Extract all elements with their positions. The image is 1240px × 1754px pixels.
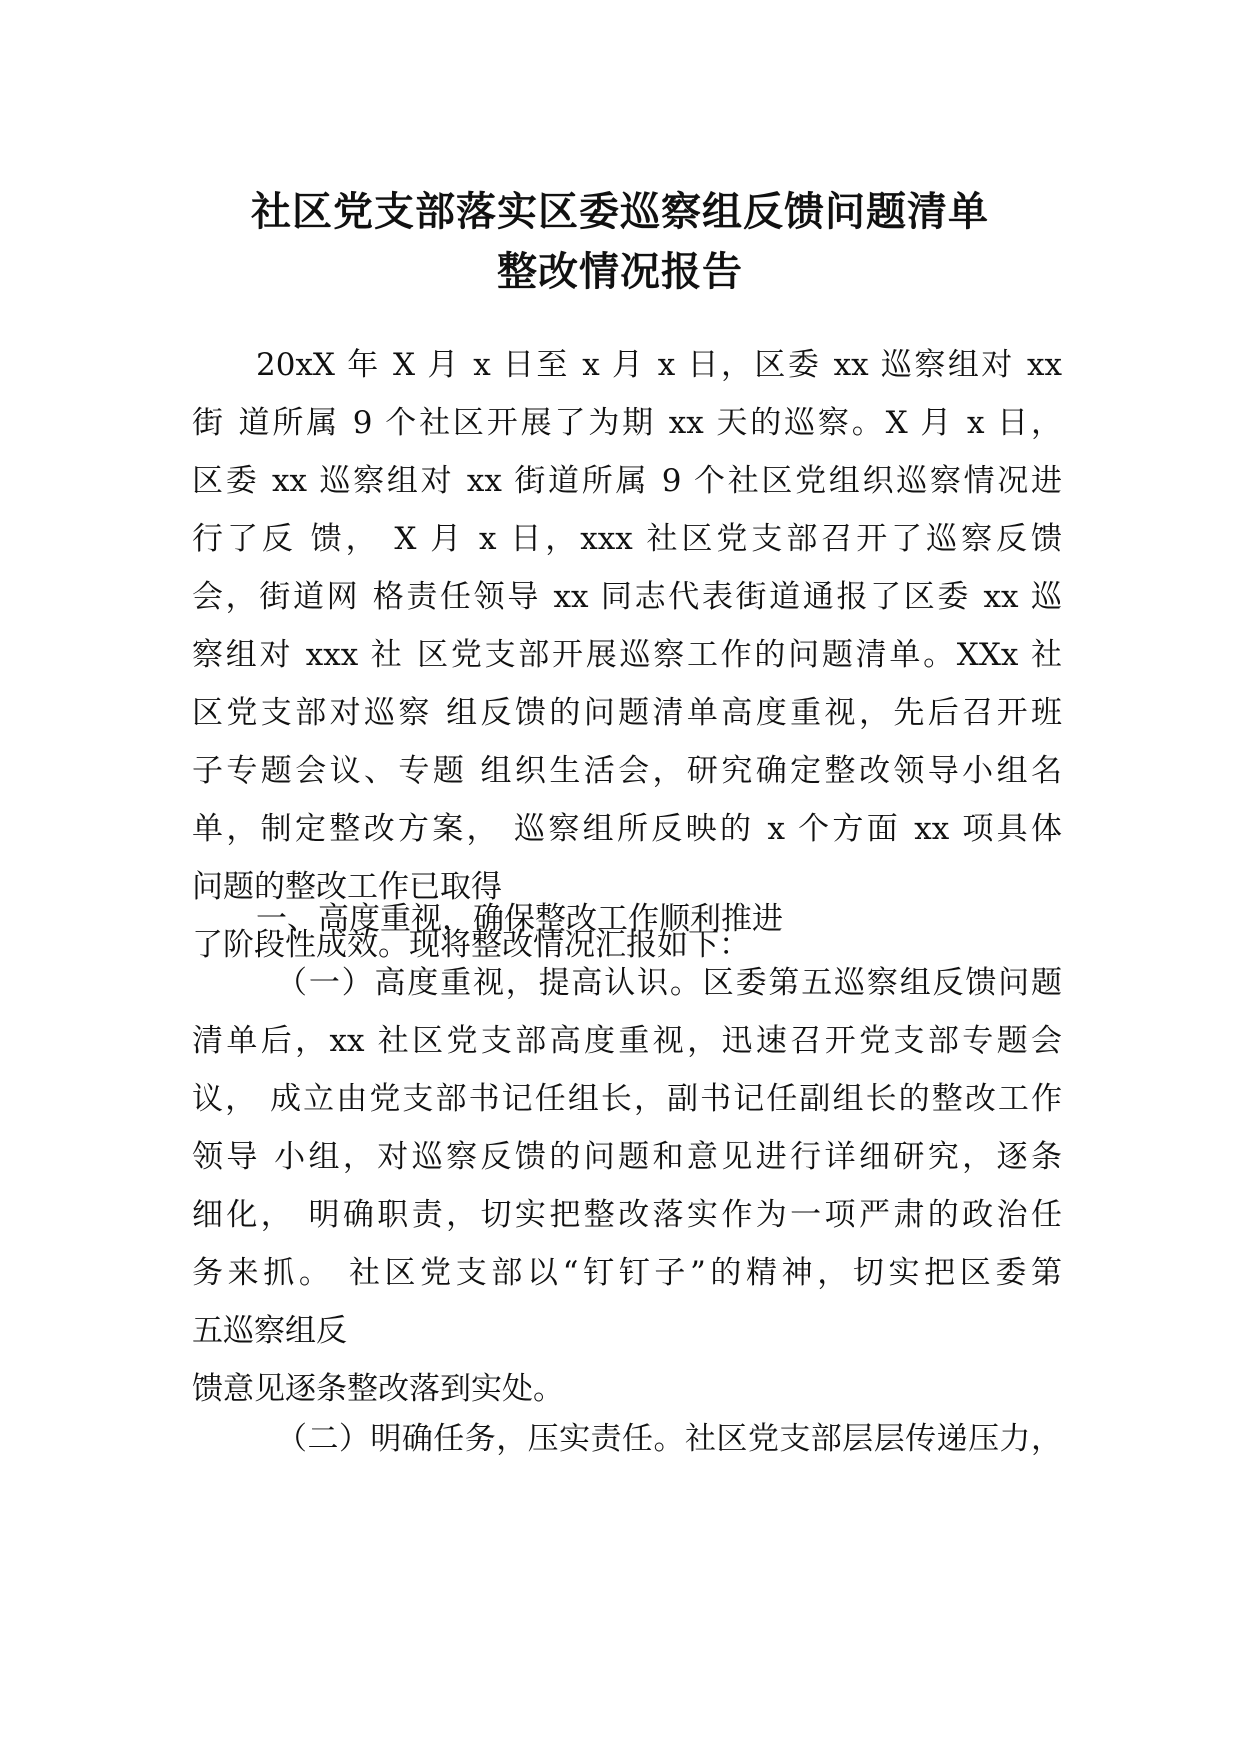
document-title-line-1: 社区党支部落实区委巡察组反馈问题清单 xyxy=(251,189,989,235)
paragraph-line: 子专题会议、专题 组织生活会，研究确定整改领导小组名 xyxy=(192,753,1062,789)
paragraph-intro xyxy=(192,336,1062,974)
paragraph-section-1-2 xyxy=(192,1410,1062,1468)
paragraph-line: （二）明确任务，压实责任。社区党支部层层传递压力， xyxy=(276,1421,1062,1457)
paragraph-line: 街 道所属 9 个社区开展了为期 xx 天的巡察。X 月 x 日， xyxy=(192,405,1062,441)
section-heading-text: 一、高度重视，确保整改工作顺利推进 xyxy=(256,901,783,937)
document-title-line-2: 整改情况报告 xyxy=(497,249,743,295)
paragraph-line: 细化， 明确职责，切实把整改落实作为一项严肃的政治任 xyxy=(192,1197,1062,1233)
paragraph-line: 单，制定整改方案， 巡察组所反映的 x 个方面 xx 项具体 xyxy=(192,811,1062,847)
paragraph-line: 会，街道网 格责任领导 xx 同志代表街道通报了区委 xx 巡 xyxy=(192,579,1062,615)
paragraph-line: 区党支部对巡察 组反馈的问题清单高度重视，先后召开班 xyxy=(192,695,1062,731)
paragraph-line: 务来抓。 社区党支部以“钉钉子”的精神，切实把区委第 xyxy=(192,1255,1062,1291)
paragraph-line: 区委 xx 巡察组对 xx 街道所属 9 个社区党组织巡察情况进 xyxy=(192,463,1062,499)
paragraph-line: 行了反 馈， X 月 x 日，xxx 社区党支部召开了巡察反馈 xyxy=(192,521,1062,557)
paragraph-line: 了阶段性成效。现将整改情况汇报如下： xyxy=(192,927,750,963)
paragraph-line: 问题的整改工作已取得 xyxy=(192,869,502,905)
paragraph-line: 20xX 年 X 月 x 日至 x 月 x 日，区委 xx 巡察组对 xx xyxy=(256,347,1062,383)
paragraph-section-1-1 xyxy=(192,954,1062,1418)
paragraph-line: 察组对 xxx 社 区党支部开展巡察工作的问题清单。XXx 社 xyxy=(192,637,1062,673)
paragraph-line: （一）高度重视，提高认识。区委第五巡察组反馈问题 xyxy=(276,965,1062,1001)
paragraph-line: 议， 成立由党支部书记任组长，副书记任副组长的整改工作 xyxy=(192,1081,1062,1117)
paragraph-line: 五巡察组反 xyxy=(192,1313,347,1349)
paragraph-line: 领导 小组，对巡察反馈的问题和意见进行详细研究，逐条 xyxy=(192,1139,1062,1175)
paragraph-line: 清单后，xx 社区党支部高度重视，迅速召开党支部专题会 xyxy=(192,1023,1062,1059)
paragraph-line: 馈意见逐条整改落到实处。 xyxy=(192,1371,564,1407)
section-heading-1 xyxy=(192,890,1062,948)
